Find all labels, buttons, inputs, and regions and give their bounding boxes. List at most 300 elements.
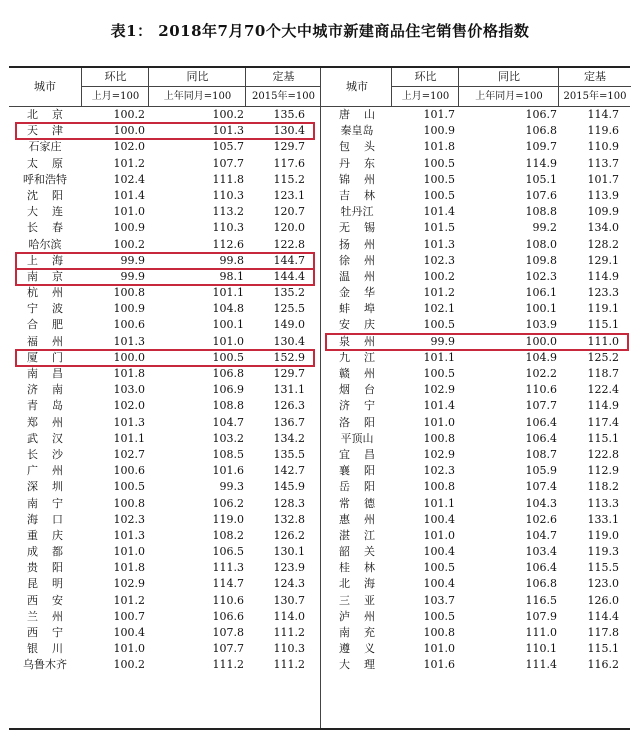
yoy-cell: 106.4 <box>525 415 557 429</box>
yoy-cell: 119.0 <box>212 512 244 526</box>
yoy-cell: 111.2 <box>212 658 244 672</box>
city-cell: 呼和浩特 <box>23 172 67 186</box>
mom-cell: 100.5 <box>423 609 455 623</box>
table-row <box>9 237 320 253</box>
city-cell: 安庆 <box>339 318 389 332</box>
fixed-base-cell: 110.9 <box>587 140 619 154</box>
fixed-base-cell: 110.3 <box>273 642 305 656</box>
fixed-base-cell: 115.1 <box>587 318 619 332</box>
table-row <box>9 366 320 382</box>
city-cell: 济宁 <box>339 399 389 413</box>
mom-cell: 100.2 <box>113 237 145 251</box>
fixed-base-cell: 117.4 <box>587 415 619 429</box>
table-row <box>9 512 320 528</box>
table-row <box>9 301 320 317</box>
fixed-base-cell: 129.7 <box>273 367 305 380</box>
table-row <box>9 156 320 172</box>
mom-cell: 102.0 <box>113 140 145 154</box>
table-row <box>9 139 320 155</box>
mom-cell: 99.9 <box>430 334 455 348</box>
mom-cell: 100.9 <box>113 302 145 316</box>
mom-cell: 102.3 <box>423 464 455 478</box>
mom-cell: 101.2 <box>113 156 145 170</box>
fixed-base-cell: 119.3 <box>587 545 619 559</box>
city-cell: 天津 <box>27 124 77 138</box>
header-mom-title: 环比 <box>82 68 149 87</box>
yoy-cell: 101.1 <box>212 286 244 300</box>
city-cell: 郑州 <box>27 415 77 429</box>
header-mom <box>81 68 149 106</box>
header-mom-base: 上月=100 <box>401 91 450 102</box>
table-row <box>321 269 630 285</box>
city-cell: 南昌 <box>27 367 77 380</box>
fixed-base-cell: 122.8 <box>587 447 619 461</box>
city-cell: 乌鲁木齐 <box>23 658 67 672</box>
mom-cell: 101.1 <box>423 350 455 364</box>
yoy-cell: 112.6 <box>212 237 244 251</box>
city-cell: 无锡 <box>339 221 389 235</box>
city-cell: 赣州 <box>339 367 389 380</box>
table-row <box>321 544 630 560</box>
fixed-base-cell: 115.5 <box>587 561 619 575</box>
city-cell: 武汉 <box>27 431 77 445</box>
mom-cell: 100.8 <box>423 431 455 445</box>
city-cell: 常德 <box>339 496 389 510</box>
yoy-cell: 110.3 <box>212 188 244 202</box>
header-fixed-base-title: 定基 <box>246 68 321 87</box>
yoy-cell: 106.4 <box>525 561 557 575</box>
city-cell: 上海 <box>27 253 77 267</box>
yoy-cell: 106.8 <box>525 577 557 591</box>
yoy-cell: 101.0 <box>212 334 244 348</box>
table-row <box>9 398 320 414</box>
table-row <box>321 350 630 366</box>
city-cell: 长沙 <box>27 447 77 461</box>
mom-cell: 100.5 <box>113 480 145 494</box>
city-cell: 长春 <box>27 221 77 235</box>
city-cell: 西宁 <box>27 626 77 639</box>
mom-cell: 103.7 <box>423 593 455 607</box>
table-row <box>321 496 630 512</box>
header-city: 城市 <box>34 80 56 93</box>
table-row <box>321 479 630 495</box>
mom-cell: 101.3 <box>113 415 145 429</box>
fixed-base-cell: 134.0 <box>587 221 619 235</box>
header-fixed-base-title: 定基 <box>559 68 631 87</box>
yoy-cell: 107.7 <box>212 156 244 170</box>
fixed-base-cell: 117.6 <box>273 156 305 170</box>
yoy-cell: 106.4 <box>525 431 557 445</box>
table-row <box>9 269 320 285</box>
city-cell: 杭州 <box>27 286 77 300</box>
yoy-cell: 107.7 <box>525 399 557 413</box>
city-cell: 泉州 <box>339 334 389 348</box>
fixed-base-cell: 114.9 <box>587 399 619 413</box>
yoy-cell: 107.7 <box>212 642 244 656</box>
fixed-base-cell: 130.1 <box>273 545 305 559</box>
city-cell: 锦州 <box>339 172 389 186</box>
table-row <box>9 317 320 333</box>
mom-cell: 101.6 <box>423 658 455 672</box>
city-cell: 北海 <box>339 577 389 591</box>
table-row <box>9 479 320 495</box>
mom-cell: 101.0 <box>113 642 145 656</box>
yoy-cell: 105.1 <box>525 172 557 186</box>
yoy-cell: 106.1 <box>525 286 557 300</box>
table-row <box>321 301 630 317</box>
mom-cell: 100.8 <box>113 286 145 300</box>
yoy-cell: 111.4 <box>525 658 557 672</box>
table-row <box>321 431 630 447</box>
yoy-cell: 116.5 <box>525 593 557 607</box>
table-row <box>321 156 630 172</box>
table-row <box>321 334 630 350</box>
fixed-base-cell: 130.4 <box>273 124 305 138</box>
mom-cell: 102.9 <box>423 447 455 461</box>
yoy-cell: 104.8 <box>212 302 244 316</box>
yoy-cell: 100.2 <box>212 108 244 121</box>
yoy-cell: 107.9 <box>525 609 557 623</box>
yoy-cell: 99.8 <box>219 253 244 267</box>
fixed-base-cell: 134.2 <box>273 431 305 445</box>
table-row <box>9 496 320 512</box>
table-row <box>9 641 320 657</box>
mom-cell: 100.8 <box>423 626 455 639</box>
fixed-base-cell: 130.4 <box>273 334 305 348</box>
fixed-base-cell: 125.5 <box>273 302 305 316</box>
mom-cell: 101.3 <box>113 528 145 542</box>
table-row <box>321 463 630 479</box>
header-fixed-base-base: 2015年=100 <box>252 91 315 102</box>
fixed-base-cell: 145.9 <box>273 480 305 494</box>
mom-cell: 101.8 <box>113 367 145 380</box>
city-cell: 西安 <box>27 593 77 607</box>
table-row <box>9 350 320 366</box>
yoy-cell: 111.8 <box>212 172 244 186</box>
city-cell: 温州 <box>339 269 389 283</box>
mom-cell: 101.0 <box>423 528 455 542</box>
fixed-base-cell: 115.1 <box>587 431 619 445</box>
table-row <box>9 172 320 188</box>
mom-cell: 100.2 <box>113 658 145 672</box>
fixed-base-cell: 129.7 <box>273 140 305 154</box>
yoy-cell: 108.8 <box>525 205 557 219</box>
fixed-base-cell: 132.8 <box>273 512 305 526</box>
header-fixed-base <box>558 68 631 106</box>
table-row <box>9 285 320 301</box>
mom-cell: 100.4 <box>423 577 455 591</box>
table-row <box>321 512 630 528</box>
fixed-base-cell: 120.7 <box>273 205 305 219</box>
fixed-base-cell: 111.0 <box>587 334 619 348</box>
fixed-base-cell: 101.7 <box>587 172 619 186</box>
fixed-base-cell: 118.7 <box>587 367 619 380</box>
city-cell: 贵阳 <box>27 561 77 575</box>
table-row <box>321 609 630 625</box>
fixed-base-cell: 129.1 <box>587 253 619 267</box>
mom-cell: 102.0 <box>113 399 145 413</box>
table-header-right <box>321 68 630 107</box>
table-row <box>321 253 630 269</box>
city-cell: 银川 <box>27 642 77 656</box>
left-half <box>9 68 320 674</box>
fixed-base-cell: 113.9 <box>587 188 619 202</box>
table-row <box>321 366 630 382</box>
table-row <box>9 220 320 236</box>
table-row <box>321 625 630 641</box>
fixed-base-cell: 131.1 <box>273 383 305 397</box>
table-row <box>321 317 630 333</box>
header-yoy-title: 同比 <box>459 68 559 87</box>
table-row <box>9 609 320 625</box>
yoy-cell: 103.9 <box>525 318 557 332</box>
table-row <box>9 382 320 398</box>
mom-cell: 102.3 <box>113 512 145 526</box>
city-cell: 牡丹江 <box>340 205 374 219</box>
fixed-base-cell: 125.2 <box>587 350 619 364</box>
mom-cell: 100.9 <box>423 124 455 138</box>
fixed-base-cell: 109.9 <box>587 205 619 219</box>
yoy-cell: 110.6 <box>525 383 557 397</box>
table-row <box>9 107 320 123</box>
city-cell: 九江 <box>339 350 389 364</box>
fixed-base-cell: 126.3 <box>273 399 305 413</box>
mom-cell: 101.3 <box>113 334 145 348</box>
header-fixed-base-base: 2015年=100 <box>563 91 627 102</box>
yoy-cell: 114.9 <box>525 156 557 170</box>
yoy-cell: 110.6 <box>212 593 244 607</box>
fixed-base-cell: 114.4 <box>587 609 619 623</box>
city-cell: 成都 <box>27 545 77 559</box>
fixed-base-cell: 126.0 <box>587 593 619 607</box>
city-cell: 海口 <box>27 512 77 526</box>
mom-cell: 100.5 <box>423 318 455 332</box>
table-row <box>321 415 630 431</box>
header-mom-title: 环比 <box>392 68 459 87</box>
yoy-cell: 100.1 <box>525 302 557 316</box>
table-row <box>321 528 630 544</box>
city-cell: 烟台 <box>339 383 389 397</box>
table-row <box>9 447 320 463</box>
fixed-base-cell: 130.7 <box>273 593 305 607</box>
yoy-cell: 101.6 <box>212 464 244 478</box>
city-cell: 蚌埠 <box>339 302 389 316</box>
city-cell: 青岛 <box>27 399 77 413</box>
header-city: 城市 <box>346 80 368 93</box>
fixed-base-cell: 119.6 <box>587 124 619 138</box>
city-cell: 韶关 <box>339 545 389 559</box>
city-cell: 厦门 <box>27 350 77 364</box>
yoy-cell: 104.7 <box>525 528 557 542</box>
table-row <box>321 237 630 253</box>
header-mom <box>391 68 459 106</box>
mom-cell: 100.4 <box>423 545 455 559</box>
city-cell: 三亚 <box>339 593 389 607</box>
city-cell: 合肥 <box>27 318 77 332</box>
city-cell: 包头 <box>339 140 389 154</box>
mom-cell: 100.4 <box>113 626 145 639</box>
mom-cell: 100.5 <box>423 367 455 380</box>
fixed-base-cell: 135.2 <box>273 286 305 300</box>
mom-cell: 101.5 <box>423 221 455 235</box>
mom-cell: 101.1 <box>423 496 455 510</box>
fixed-base-cell: 123.3 <box>587 286 619 300</box>
mom-cell: 101.4 <box>423 205 455 219</box>
fixed-base-cell: 117.8 <box>587 626 619 639</box>
table-header-left <box>9 68 320 107</box>
yoy-cell: 110.1 <box>525 642 557 656</box>
city-cell: 秦皇岛 <box>340 124 374 138</box>
yoy-cell: 106.8 <box>212 367 244 380</box>
yoy-cell: 113.2 <box>212 205 244 219</box>
city-cell: 太原 <box>27 156 77 170</box>
city-cell: 沈阳 <box>27 188 77 202</box>
city-cell: 大理 <box>339 658 389 672</box>
yoy-cell: 102.6 <box>525 512 557 526</box>
yoy-cell: 104.7 <box>212 415 244 429</box>
yoy-cell: 107.6 <box>525 188 557 202</box>
yoy-cell: 100.5 <box>212 350 244 364</box>
yoy-cell: 109.8 <box>525 253 557 267</box>
yoy-cell: 111.0 <box>525 626 557 639</box>
mom-cell: 101.1 <box>113 431 145 445</box>
city-cell: 北京 <box>27 108 77 121</box>
mom-cell: 101.0 <box>113 205 145 219</box>
yoy-cell: 100.1 <box>212 318 244 332</box>
city-cell: 桂林 <box>339 561 389 575</box>
city-cell: 石家庄 <box>28 140 62 154</box>
table-row <box>321 285 630 301</box>
mom-cell: 101.4 <box>423 399 455 413</box>
city-cell: 徐州 <box>339 253 389 267</box>
yoy-cell: 107.4 <box>525 480 557 494</box>
city-cell: 吉林 <box>339 188 389 202</box>
mom-cell: 101.2 <box>423 286 455 300</box>
mom-cell: 100.5 <box>423 172 455 186</box>
mom-cell: 100.8 <box>113 496 145 510</box>
header-yoy-base: 上年同月=100 <box>475 91 543 102</box>
city-cell: 平顶山 <box>340 431 374 445</box>
fixed-base-cell: 135.5 <box>273 447 305 461</box>
mom-cell: 101.2 <box>113 593 145 607</box>
mom-cell: 101.8 <box>113 561 145 575</box>
mom-cell: 100.7 <box>113 609 145 623</box>
city-cell: 福州 <box>27 334 77 348</box>
city-cell: 重庆 <box>27 528 77 542</box>
fixed-base-cell: 115.1 <box>587 642 619 656</box>
left-rows <box>9 107 320 674</box>
table-row <box>321 188 630 204</box>
yoy-cell: 101.3 <box>212 124 244 138</box>
header-fixed-base <box>245 68 321 106</box>
mom-cell: 100.2 <box>423 269 455 283</box>
fixed-base-cell: 152.9 <box>273 350 305 364</box>
fixed-base-cell: 128.3 <box>273 496 305 510</box>
mom-cell: 102.4 <box>113 172 145 186</box>
fixed-base-cell: 123.0 <box>587 577 619 591</box>
mom-cell: 100.9 <box>113 221 145 235</box>
mom-cell: 101.4 <box>113 188 145 202</box>
yoy-cell: 106.8 <box>525 124 557 138</box>
fixed-base-cell: 142.7 <box>273 464 305 478</box>
yoy-cell: 103.4 <box>525 545 557 559</box>
mom-cell: 101.0 <box>423 642 455 656</box>
price-index-table <box>9 66 630 730</box>
fixed-base-cell: 123.9 <box>273 561 305 575</box>
fixed-base-cell: 113.7 <box>587 156 619 170</box>
mom-cell: 102.9 <box>113 577 145 591</box>
table-row <box>9 334 320 350</box>
fixed-base-cell: 114.9 <box>587 269 619 283</box>
fixed-base-cell: 111.2 <box>273 626 305 639</box>
city-cell: 遵义 <box>339 642 389 656</box>
city-cell: 济南 <box>27 383 77 397</box>
yoy-cell: 103.2 <box>212 431 244 445</box>
fixed-base-cell: 144.4 <box>273 269 305 283</box>
city-cell: 丹东 <box>339 156 389 170</box>
mom-cell: 100.5 <box>423 188 455 202</box>
yoy-cell: 108.7 <box>525 447 557 461</box>
fixed-base-cell: 119.0 <box>587 528 619 542</box>
fixed-base-cell: 122.8 <box>273 237 305 251</box>
yoy-cell: 106.9 <box>212 383 244 397</box>
table-row <box>9 528 320 544</box>
yoy-cell: 106.5 <box>212 545 244 559</box>
table-row <box>321 657 630 673</box>
mom-cell: 99.9 <box>120 253 145 267</box>
mom-cell: 101.7 <box>423 108 455 121</box>
city-cell: 兰州 <box>27 609 77 623</box>
mom-cell: 101.0 <box>113 545 145 559</box>
fixed-base-cell: 120.0 <box>273 221 305 235</box>
fixed-base-cell: 115.2 <box>273 172 305 186</box>
table-row <box>321 204 630 220</box>
table-row <box>9 204 320 220</box>
yoy-cell: 111.3 <box>212 561 244 575</box>
fixed-base-cell: 133.1 <box>587 512 619 526</box>
city-cell: 湛江 <box>339 528 389 542</box>
fixed-base-cell: 118.2 <box>587 480 619 494</box>
fixed-base-cell: 113.3 <box>587 496 619 510</box>
table-row <box>321 139 630 155</box>
table-row <box>321 576 630 592</box>
fixed-base-cell: 128.2 <box>587 237 619 251</box>
table-row <box>9 657 320 673</box>
yoy-cell: 108.0 <box>525 237 557 251</box>
fixed-base-cell: 112.9 <box>587 464 619 478</box>
fixed-base-cell: 124.3 <box>273 577 305 591</box>
mom-cell: 100.0 <box>113 350 145 364</box>
table-row <box>321 172 630 188</box>
yoy-cell: 106.2 <box>212 496 244 510</box>
city-cell: 广州 <box>27 464 77 478</box>
mom-cell: 100.2 <box>113 108 145 121</box>
fixed-base-cell: 135.6 <box>273 108 305 121</box>
yoy-cell: 102.2 <box>525 367 557 380</box>
city-cell: 泸州 <box>339 609 389 623</box>
yoy-cell: 107.8 <box>212 626 244 639</box>
header-yoy <box>148 68 246 106</box>
yoy-cell: 104.9 <box>525 350 557 364</box>
fixed-base-cell: 122.4 <box>587 383 619 397</box>
fixed-base-cell: 123.1 <box>273 188 305 202</box>
mom-cell: 102.7 <box>113 447 145 461</box>
mom-cell: 101.3 <box>423 237 455 251</box>
city-cell: 襄阳 <box>339 464 389 478</box>
table-row <box>321 560 630 576</box>
mom-cell: 102.1 <box>423 302 455 316</box>
fixed-base-cell: 114.7 <box>587 108 619 121</box>
